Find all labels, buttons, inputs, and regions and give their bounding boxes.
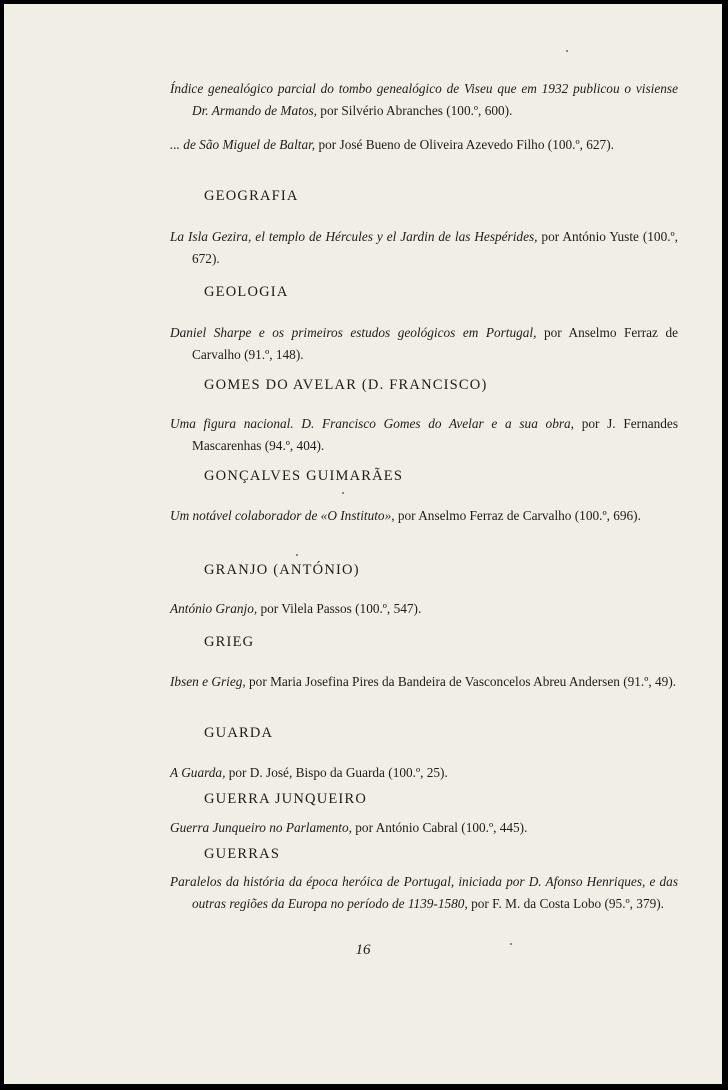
entry-author-ref: por Silvério Abranches (100.º, 600). <box>316 102 513 118</box>
entry-a-guarda <box>170 762 678 784</box>
entry-author-ref: por F. M. da Costa Lobo (95.º, 379). <box>467 895 665 911</box>
entry-title: Ibsen e Grieg, <box>170 674 246 689</box>
entry-title: Um notável colaborador de «O Instituto», <box>170 508 395 523</box>
entry-author-ref: por J. Fernandes Mascarenhas (94.º, 404). <box>192 416 678 453</box>
entry-sao-miguel-de-baltar <box>170 134 678 156</box>
entry-author-ref: por António Cabral (100.º, 445). <box>351 820 528 835</box>
entry-isla-gezira <box>170 226 678 269</box>
entry-um-notavel-colaborador <box>170 505 678 527</box>
entry-ibsen-e-grieg <box>170 671 678 693</box>
entry-title: Guerra Junqueiro no Parlamento, <box>170 820 352 835</box>
entry-author-ref: por António Yuste (100.º, 672). <box>192 229 678 266</box>
entry-author-ref: por José Bueno de Oliveira Azevedo Filho (100.º, 627). <box>315 137 614 152</box>
entry-title: António Granjo, <box>170 601 258 616</box>
entry-title: A Guarda, <box>170 765 226 780</box>
heading-gomes-do-avelar: GOMES DO AVELAR (D. FRANCISCO) <box>204 377 488 393</box>
entry-author-ref: por D. José, Bispo da Guarda (100.º, 25). <box>225 765 448 780</box>
document-page <box>4 4 722 1084</box>
heading-grieg: GRIEG <box>204 634 255 650</box>
entry-paralelos-da-historia <box>170 871 678 914</box>
page-number: 16 <box>355 942 371 958</box>
paper-speck <box>296 554 298 556</box>
entry-title: Uma figura nacional. D. Francisco Gomes do Avelar e a sua obra, <box>170 416 574 431</box>
entry-author-ref: por Anselmo Ferraz de Carvalho (100.º, 696). <box>394 508 641 523</box>
entry-indice-genealogico <box>170 78 678 121</box>
entry-author-ref: por Anselmo Ferraz de Carvalho (91.º, 148). <box>192 325 679 362</box>
entry-title: Índice genealógico parcial do tombo genealógico de Viseu que em 1932 publicou o visiense Dr. Armando de Matos, <box>170 81 678 118</box>
entry-uma-figura-nacional <box>170 413 678 456</box>
entry-daniel-sharpe <box>170 322 678 365</box>
heading-guarda: GUARDA <box>204 725 274 741</box>
paper-speck <box>510 943 512 945</box>
heading-geologia: GEOLOGIA <box>204 284 289 300</box>
paper-speck <box>566 50 568 52</box>
entry-title: Daniel Sharpe e os primeiros estudos geológicos em Portugal, <box>170 325 537 340</box>
entry-author-ref: por Maria Josefina Pires da Bandeira de Vasconcelos Abreu Andersen (91.º, 49). <box>245 674 677 689</box>
entry-title: ... de São Miguel de Baltar, <box>170 137 316 152</box>
heading-guerra-junqueiro: GUERRA JUNQUEIRO <box>204 791 367 807</box>
heading-granjo: GRANJO (ANTÓNIO) <box>204 562 360 578</box>
heading-goncalves-guimaraes: GONÇALVES GUIMARÃES <box>204 468 404 484</box>
heading-geografia: GEOGRAFIA <box>204 188 299 204</box>
entry-guerra-junqueiro-no-parlamento <box>170 817 678 839</box>
paper-speck <box>342 492 344 494</box>
entry-antonio-granjo <box>170 598 678 620</box>
entry-title: Paralelos da história da época heróica de Portugal, iniciada por D. Afonso Henriques, e das outras regiões da Europa no período de 1139-1580, <box>170 874 678 911</box>
entry-author-ref: por Vilela Passos (100.º, 547). <box>257 601 422 616</box>
entry-title: La Isla Gezira, el templo de Hércules y el Jardin de las Hespérides, <box>170 229 538 244</box>
heading-guerras: GUERRAS <box>204 846 281 862</box>
